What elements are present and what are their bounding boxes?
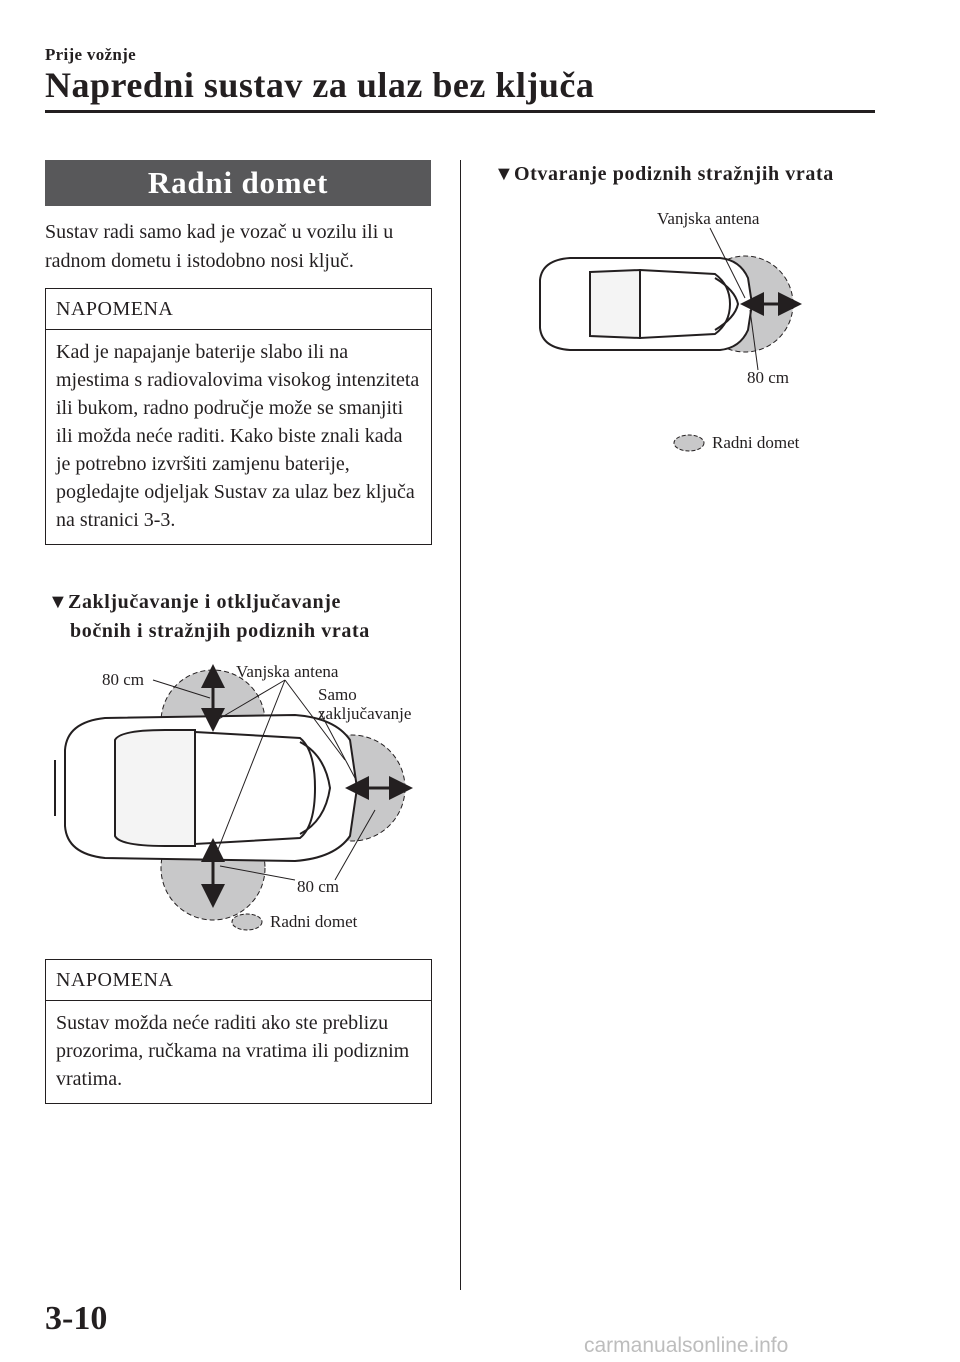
- lock-only-label-line1: Samo: [318, 685, 357, 704]
- watermark: carmanualsonline.info: [584, 1334, 789, 1357]
- triangle-marker-icon: ▼: [494, 163, 515, 185]
- subsection-title: Otvaranje podiznih stražnjih vrata: [514, 163, 834, 185]
- note-box-1: [45, 288, 432, 545]
- antenna-label: Vanjska antena: [236, 662, 339, 681]
- triangle-marker-icon: ▼: [48, 591, 69, 613]
- column-divider: [460, 160, 461, 1290]
- note-heading: NAPOMENA: [46, 960, 431, 1001]
- legend-label: Radni domet: [712, 433, 800, 452]
- antenna-label: Vanjska antena: [657, 209, 760, 228]
- subsection-heading-1: [48, 588, 438, 646]
- header-divider: [45, 110, 875, 113]
- note-body: Sustav možda neće raditi ako ste preblizu prozorima, ručkama na vratima ili podiznim vratima.: [56, 1012, 410, 1090]
- subsection-heading-2: [494, 160, 914, 189]
- diagram-side-rear-range: [45, 660, 435, 940]
- note-heading: NAPOMENA: [46, 289, 431, 330]
- legend-range-1: [230, 912, 357, 932]
- subsection-title-line1: Zaključavanje i otključavanje: [68, 591, 341, 613]
- legend-range-2: [672, 433, 799, 453]
- distance-label-bottom: 80 cm: [297, 877, 340, 896]
- legend-label: Radni domet: [270, 912, 358, 931]
- section-title: Radni domet: [45, 160, 431, 206]
- distance-label-top: 80 cm: [102, 670, 145, 689]
- range-zone-legend-icon: [230, 912, 264, 932]
- note-body: Kad je napajanje baterije slabo ili na mjestima s radiovalovima visokog intenziteta ili bukom, radno područje može se smanjiti ili možda neće raditi. Kako biste znali kada je potrebno izvršiti zamjenu baterije, pogledajte odjeljak Sustav za ulaz bez ključa na stranici 3-3.: [56, 341, 420, 531]
- page-number: 3-10: [45, 1300, 108, 1337]
- range-zone-legend-icon: [672, 433, 706, 453]
- breadcrumb: Prije vožnje: [45, 45, 136, 64]
- note-box-2: [45, 959, 432, 1104]
- chapter-title: Napredni sustav za ulaz bez ključa: [45, 65, 595, 105]
- lock-only-label-line2: zaključavanje: [318, 704, 412, 723]
- intro-paragraph: Sustav radi samo kad je vozač u vozilu ili u radnom dometu i istodobno nosi ključ.: [45, 221, 394, 272]
- distance-label: 80 cm: [747, 368, 790, 387]
- car-top-view-icon: [540, 258, 752, 350]
- diagram-liftgate-range: [530, 220, 810, 380]
- car-top-view-icon: [55, 715, 357, 861]
- subsection-title-line2: bočnih i stražnjih podiznih vrata: [70, 620, 370, 642]
